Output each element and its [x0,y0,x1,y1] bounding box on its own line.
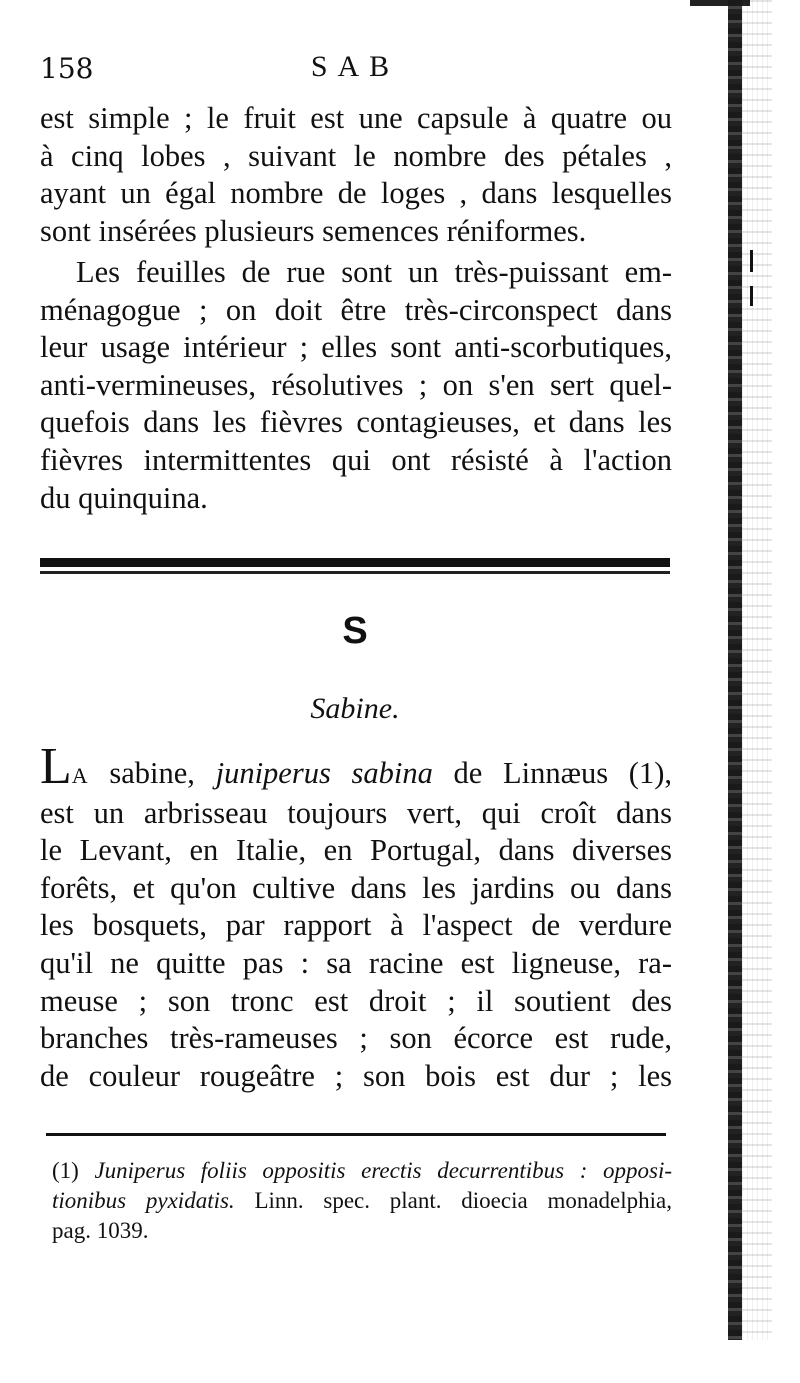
text-line: anti-vermineuses, résolutives ; on s'en sert quel- [40,367,672,402]
text-run: de Linnæus (1), [432,756,672,790]
text-line: est simple ; le fruit est une capsule à quatre ou [40,101,672,135]
drop-cap: L [40,738,72,795]
page-header [40,50,670,90]
footnote-latin: tionibus pyxidatis. [52,1188,235,1213]
text-line: quefois dans les fièvres contagieuses, et dans les [40,405,672,440]
section-divider-thin [40,571,670,574]
footnote-citation: Linn. spec. plant. dioecia monadelphia, [234,1188,673,1213]
scan-edge-speckle [742,0,772,1340]
text-line: branches très-rameuses ; son écorce est rude, [40,1021,672,1056]
scan-edge-mark [750,250,753,272]
scan-edge-right [728,0,742,1340]
text-line: fièvres intermittentes qui ont résisté à l'action [40,442,672,477]
footnote-line: pag. 1039. [52,1218,149,1243]
running-head: SAB [310,50,400,83]
text-line: ménagogue ; on doit être très-circonspect dans [40,292,672,327]
text-line: le Levant, en Italie, en Portugal, dans diverses [40,833,672,868]
article-title: Sabine. [310,692,400,725]
text-line-first [40,738,672,795]
footnote [52,1156,672,1246]
paragraph-sabine [40,738,672,1095]
text-line: forêts, et qu'on cultive dans les jardins ou dans [40,870,672,905]
text-line: meuse ; son tronc est droit ; il soutient des [40,983,672,1018]
text-line: à cinq lobes , suivant le nombre des pétales , [40,138,672,173]
text-run: sabine, [88,756,216,790]
text-line: de couleur rougeâtre ; son bois est dur ; les [40,1058,672,1093]
small-cap: A [71,763,89,788]
text-line: sont insérées plusieurs semences réniformes. [40,213,587,248]
paragraph-rue-uses [40,254,672,517]
text-line: Les feuilles de rue sont un très-puissant em- [76,255,672,289]
text-line: du quinquina. [40,480,208,515]
text-line: est un arbrisseau toujours vert, qui croît dans [40,795,672,830]
section-divider-thick [40,558,670,567]
footnote-line [52,1156,672,1186]
footnote-latin: Juniperus foliis oppositis erectis decurrentibus : opposi- [94,1158,672,1183]
footnote-line [52,1186,672,1216]
text-line: ayant un égal nombre de loges , dans lesquelles [40,176,672,211]
footnote-rule [46,1133,666,1136]
section-letter: S [342,610,368,652]
text-line: qu'il ne quitte pas : sa racine est ligneuse, ra- [40,945,672,980]
text-line: les bosquets, par rapport à l'aspect de verdure [40,908,672,943]
latin-name: juniperus sabina [215,756,433,790]
page-number: 158 [40,52,94,85]
text-line: leur usage intérieur ; elles sont anti-scorbutiques, [40,330,672,365]
paragraph-continued [40,100,672,250]
scan-edge-mark [750,286,753,306]
footnote-marker: (1) [52,1158,79,1183]
